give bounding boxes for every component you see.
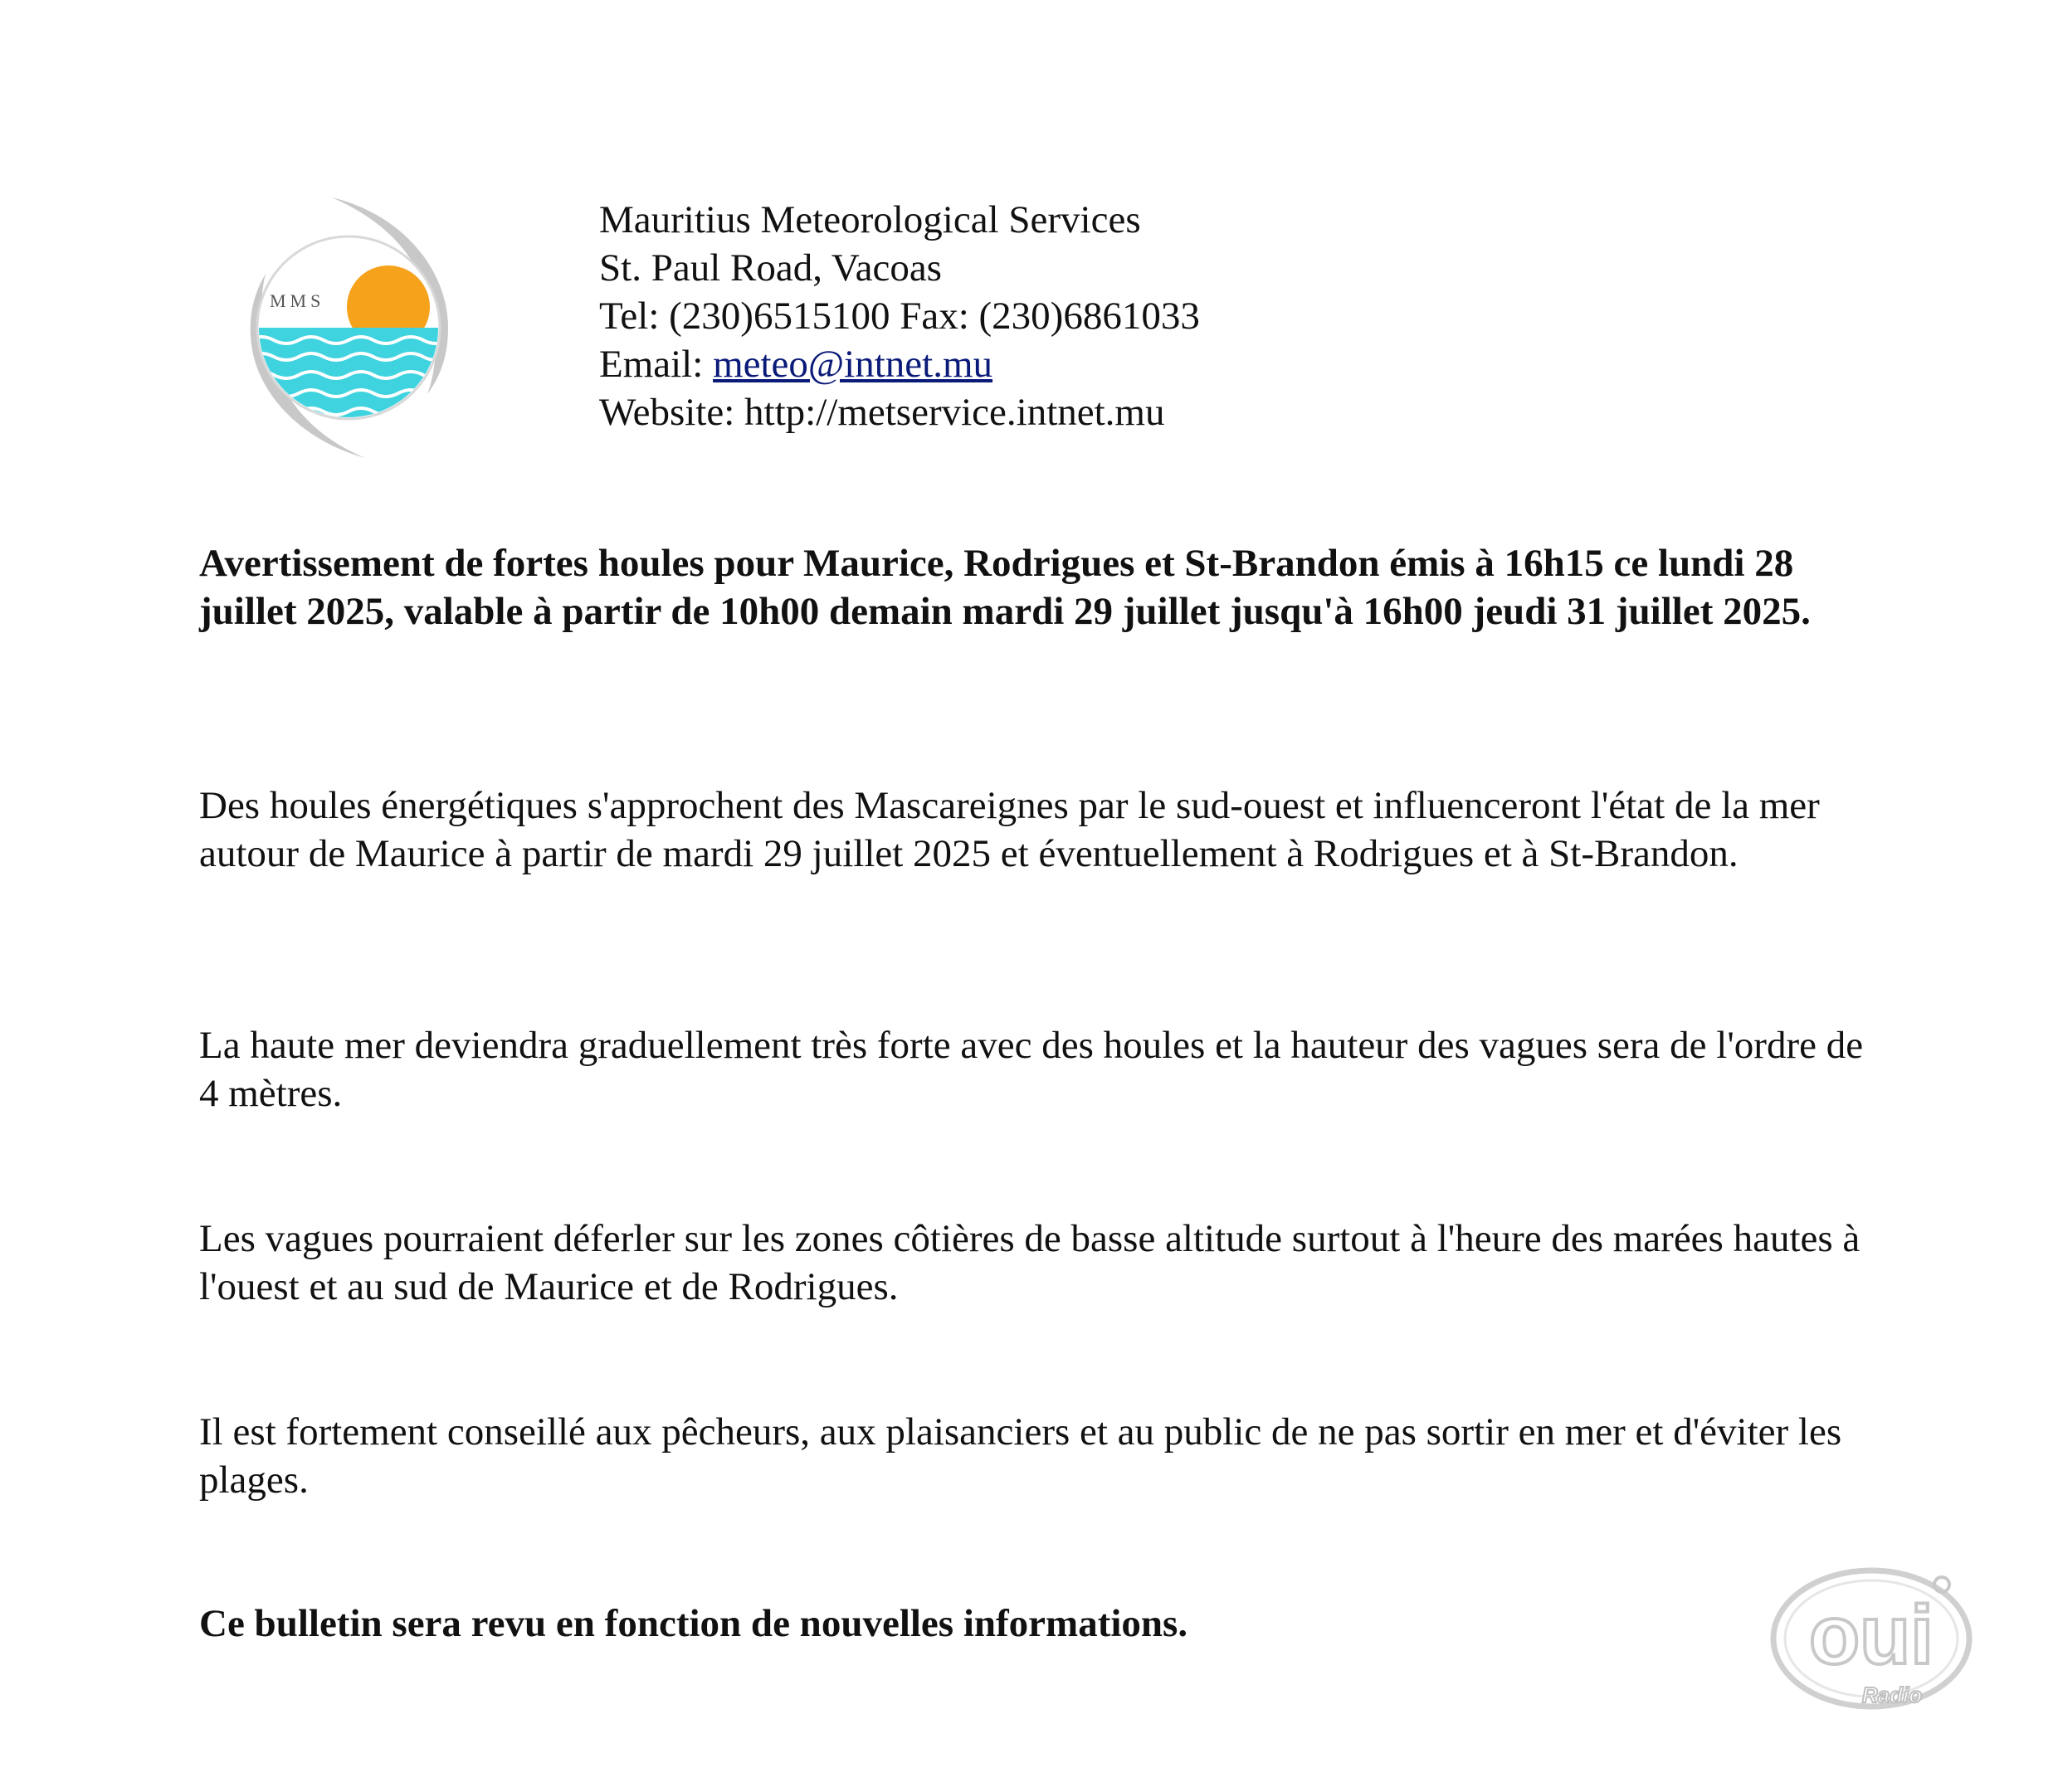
logo-text: MMS (270, 290, 325, 311)
bulletin-closing: Ce bulletin sera revu en fonction de nouvelles informations. (199, 1602, 1188, 1645)
paragraph-advice: Il est fortement conseillé aux pêcheurs, aux plaisanciers et au public de ne pas sortir en mer et d'éviter les plages. (199, 1410, 1842, 1502)
mms-logo-icon (241, 191, 456, 465)
org-name: Mauritius Meteorological Services (599, 198, 1141, 241)
phone-fax: Tel: (230)6515100 Fax: (230)6861033 (599, 295, 1200, 338)
email-label: Email: (599, 343, 714, 386)
watermark-main-text: oui (1809, 1589, 1934, 1682)
email-line (599, 340, 1200, 388)
bulletin-headline: Avertissement de fortes houles pour Maurice, Rodrigues et St-Brandon émis à 16h15 ce lundi 28 juillet 2025, valable à partir de 10h00 demain mardi 29 juillet jusqu'à 16h00 jeudi 31 juillet 2025. (199, 542, 1811, 633)
paragraph-swells: Des houles énergétiques s'approchent des Mascareignes par le sud-ouest et influenceront l'état de la mer autour de Maurice à partir de mardi 29 juillet 2025 et éventuellement à Rodrigues et à St-Brandon. (199, 784, 1820, 875)
paragraph-coastal-risk: Les vagues pourraient déferler sur les zones côtières de basse altitude surtout à l'heure des marées hautes à l'ouest et au sud de Maurice et de Rodrigues. (199, 1217, 1860, 1308)
paragraph-wave-height: La haute mer deviendra graduellement très forte avec des houles et la hauteur des vagues sera de l'ordre de 4 mètres. (199, 1024, 1864, 1115)
website: Website: http://metservice.intnet.mu (599, 391, 1165, 434)
address: St. Paul Road, Vacoas (599, 246, 942, 290)
email-link[interactable]: meteo@intnet.mu (713, 343, 993, 386)
contact-block (599, 196, 1200, 436)
watermark-sub-text: Radio (1861, 1682, 1923, 1707)
oui-radio-watermark-icon (1768, 1560, 1983, 1717)
